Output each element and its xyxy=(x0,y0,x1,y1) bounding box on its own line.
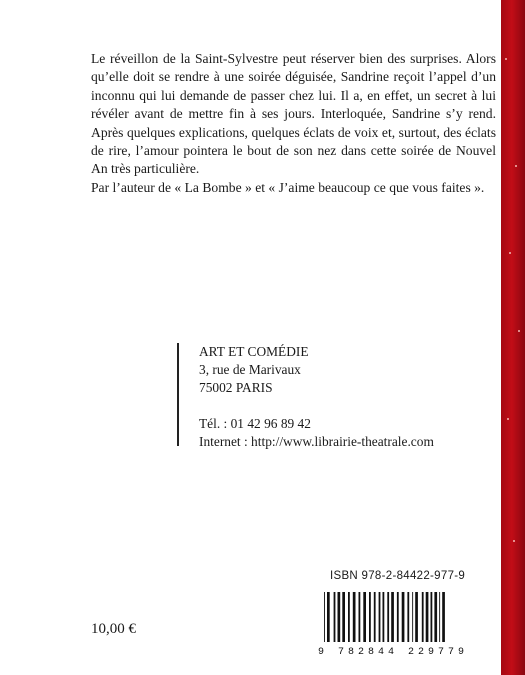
red-spine-edge xyxy=(501,0,525,675)
barcode-bar xyxy=(415,592,418,642)
sparkle-dot xyxy=(515,165,517,167)
barcode-bar xyxy=(353,592,356,642)
barcode-bar xyxy=(412,592,413,642)
author-note: Par l’auteur de « La Bombe » et « J’aime beaucoup ce que vous faites ». xyxy=(91,179,485,195)
barcode-bar xyxy=(426,592,429,642)
barcode-bar xyxy=(374,592,376,642)
barcode-bar xyxy=(342,592,345,642)
barcode-bar xyxy=(431,592,433,642)
barcode-image xyxy=(314,588,494,658)
barcode-bar xyxy=(387,592,389,642)
barcode-bar xyxy=(402,592,405,642)
barcode-bar xyxy=(407,592,409,642)
barcode-bar xyxy=(442,592,445,642)
barcode-bar xyxy=(327,592,330,642)
barcode-bar xyxy=(369,592,371,642)
sparkle-dot xyxy=(507,418,509,420)
back-cover-blurb xyxy=(91,50,496,197)
isbn-label: ISBN 978-2-84422-977-9 xyxy=(330,570,466,582)
publisher-phone: Tél. : 01 42 96 89 42 xyxy=(199,416,311,431)
barcode-bar xyxy=(338,592,341,642)
barcode-digits: 9 782844 229779 xyxy=(318,647,469,658)
barcode-bar xyxy=(379,592,381,642)
publisher-street: 3, rue de Marivaux xyxy=(199,362,301,377)
barcode-bar xyxy=(434,592,437,642)
sparkle-dot xyxy=(505,58,507,60)
publisher-block xyxy=(177,343,434,449)
sparkle-dot xyxy=(513,540,515,542)
sparkle-dot xyxy=(518,330,520,332)
publisher-city: 75002 PARIS xyxy=(199,380,273,395)
barcode-bar xyxy=(391,592,394,642)
barcode-bar xyxy=(334,592,336,642)
barcode-bar xyxy=(324,592,325,642)
barcode-bar xyxy=(439,592,440,642)
barcode-bar xyxy=(348,592,350,642)
barcode-bar xyxy=(383,592,385,642)
synopsis-paragraph: Le réveillon de la Saint-Sylvestre peut réserver bien des surprises. Alors qu’elle doit se rendre à une soirée déguisée, Sandrine reçoit l’appel d’un inconnu qui lui demande de passer chez lui. Il a, en effet, un secret à lui révéler avant de mettre fin à ses jours. Interloquée, Sandrine s’y rend. Après quelques explications, quelques éclats de voix et, surtout, des éclats de rire, l’amour pointera le bout de son nez dans cette soirée de Nouvel An très particulière. xyxy=(91,51,496,177)
barcode-bar xyxy=(359,592,361,642)
barcode-bar xyxy=(397,592,399,642)
barcode-bar xyxy=(422,592,424,642)
publisher-name: ART ET COMÉDIE xyxy=(199,344,309,359)
publisher-website: Internet : http://www.librairie-theatrale.com xyxy=(199,434,434,449)
price-label: 10,00 € xyxy=(91,621,136,637)
spacer xyxy=(199,397,434,415)
barcode-bar xyxy=(363,592,366,642)
sparkle-dot xyxy=(509,252,511,254)
